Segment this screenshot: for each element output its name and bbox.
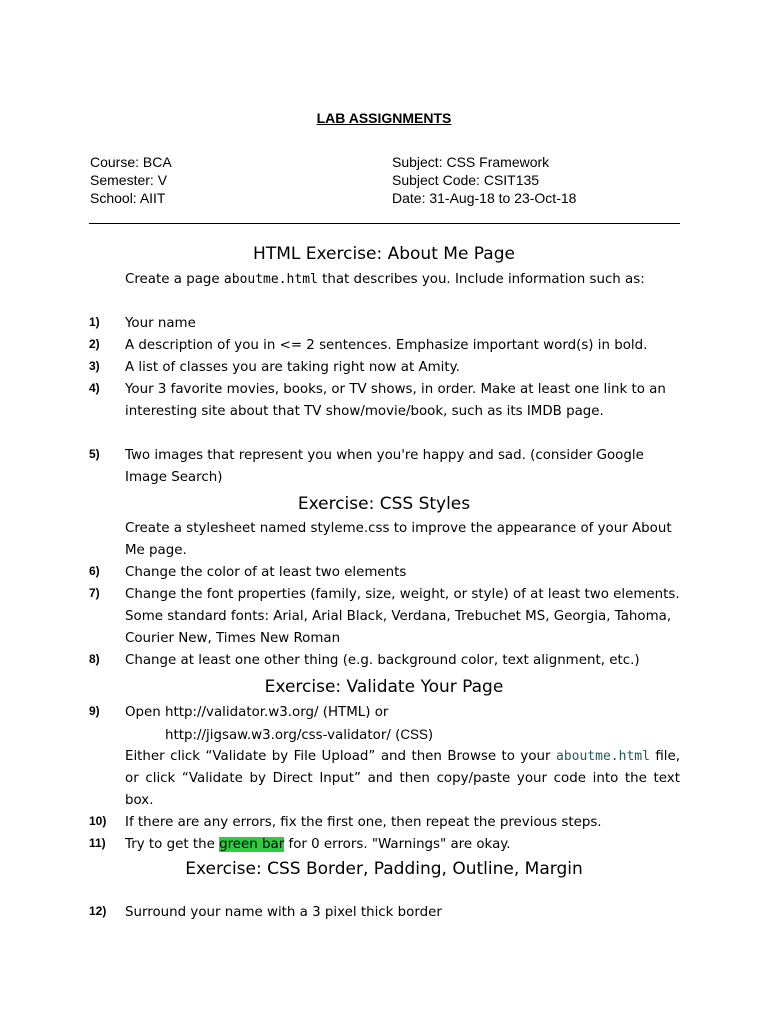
item-number: 8) bbox=[89, 652, 100, 666]
section-heading-validate: Exercise: Validate Your Page bbox=[264, 677, 504, 697]
section-intro-html: Create a page aboutme.html that describes you. Include information such as: bbox=[125, 272, 645, 287]
item-number: 2) bbox=[89, 337, 100, 351]
list-item: Change at least one other thing (e.g. background color, text alignment, etc.) bbox=[125, 653, 640, 668]
green-bar-highlight: green bar bbox=[219, 837, 285, 852]
list-item: Surround your name with a 3 pixel thick border bbox=[125, 905, 442, 920]
subject-code-label: Subject Code: CSIT135 bbox=[392, 172, 540, 188]
item-number: 3) bbox=[89, 359, 100, 373]
school-label: School: AIIT bbox=[90, 190, 166, 206]
section-heading-box-model: Exercise: CSS Border, Padding, Outline, Margin bbox=[185, 859, 583, 879]
item-number: 6) bbox=[89, 564, 100, 578]
item-number: 7) bbox=[89, 586, 100, 600]
item-number: 4) bbox=[89, 381, 100, 395]
item-number: 1) bbox=[89, 315, 100, 329]
document-title: LAB ASSIGNMENTS bbox=[316, 110, 452, 126]
subject-label: Subject: CSS Framework bbox=[392, 154, 550, 170]
item-number: 5) bbox=[89, 447, 100, 461]
list-item: If there are any errors, fix the first one, then repeat the previous steps. bbox=[125, 815, 602, 830]
semester-label: Semester: V bbox=[90, 172, 168, 188]
section-heading-html: HTML Exercise: About Me Page bbox=[253, 244, 515, 264]
list-item: Your 3 favorite movies, books, or TV shows, in order. Make at least one link to an interesting site about that TV show/movie/book, such as its IMDB page. bbox=[125, 382, 666, 419]
list-item: Try to get the green bar for 0 errors. "Warnings" are okay. bbox=[125, 837, 511, 852]
list-item-continuation: http://jigsaw.w3.org/css-validator/ (CSS) bbox=[165, 727, 434, 743]
list-item: A list of classes you are taking right now at Amity. bbox=[125, 360, 460, 375]
list-item: Open http://validator.w3.org/ (HTML) or bbox=[125, 705, 389, 720]
filename-code: aboutme.html bbox=[556, 749, 650, 764]
section-intro-css: Create a stylesheet named styleme.css to improve the appearance of your About Me page. bbox=[125, 521, 672, 558]
course-label: Course: BCA bbox=[90, 154, 172, 170]
header-divider bbox=[89, 223, 680, 224]
section-heading-css: Exercise: CSS Styles bbox=[297, 494, 471, 514]
list-item: Change the color of at least two elements bbox=[125, 565, 407, 580]
filename-code: aboutme.html bbox=[223, 272, 318, 287]
subject-info bbox=[392, 153, 576, 207]
course-info bbox=[90, 153, 172, 207]
list-item: A description of you in <= 2 sentences. Emphasize important word(s) in bold. bbox=[125, 338, 648, 353]
date-label: Date: 31-Aug-18 to 23-Oct-18 bbox=[392, 190, 577, 206]
list-item: Two images that represent you when you're happy and sad. (consider Google Image Search) bbox=[125, 448, 644, 485]
item-number: 11) bbox=[89, 836, 106, 850]
item-number: 10) bbox=[89, 814, 107, 828]
list-item-paragraph: Either click “Validate by File Upload” and then Browse to your aboutme.html file, or click “Validate by Direct Input” and then copy/paste your code into the text box. bbox=[125, 749, 681, 808]
list-item: Change the font properties (family, size, weight, or style) of at least two elements. Some standard fonts: Arial, Arial Black, Verdana, Trebuchet MS, Georgia, Tahoma, Courier New, Times New Roman bbox=[125, 587, 680, 646]
list-item: Your name bbox=[125, 316, 196, 331]
item-number: 9) bbox=[89, 704, 100, 718]
item-number: 12) bbox=[89, 904, 107, 918]
